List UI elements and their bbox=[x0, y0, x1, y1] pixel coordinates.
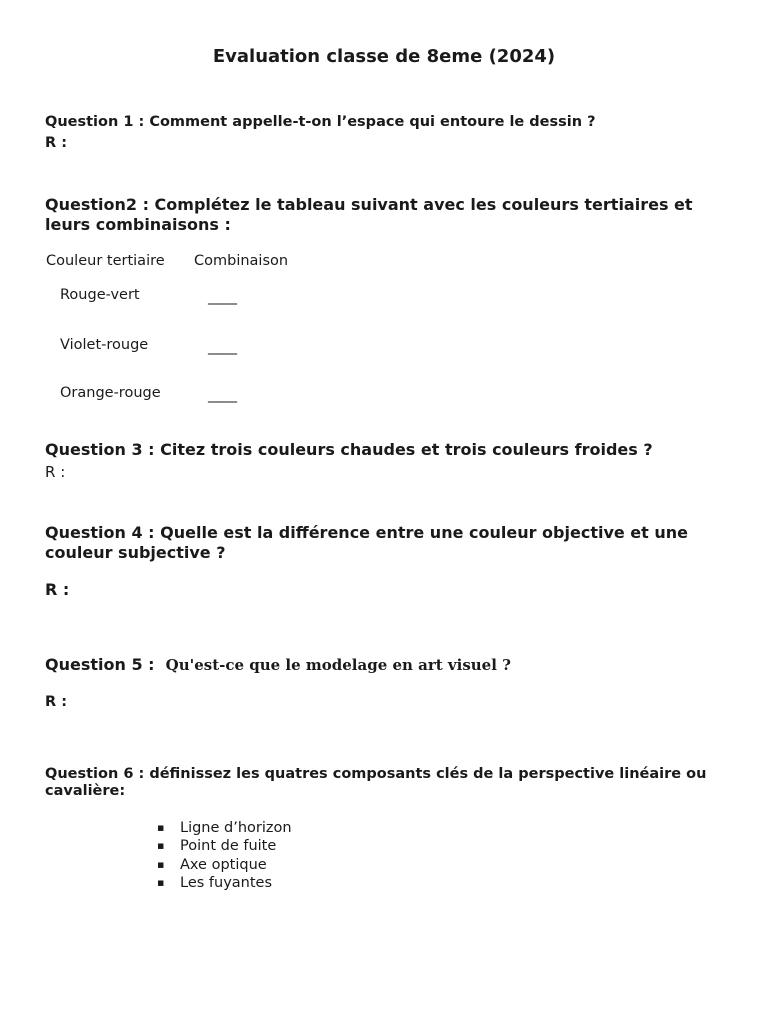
table-row-color: Orange-rouge bbox=[60, 385, 161, 401]
question-2: Question2 : Complétez le tableau suivant avec les couleurs tertiaires et leurs combinaisons : bbox=[45, 195, 693, 234]
bullet-icon: ▪ bbox=[157, 821, 165, 834]
answer-4-label: R : bbox=[45, 580, 70, 599]
bullet-icon: ▪ bbox=[157, 857, 165, 871]
answer-5-label: R : bbox=[45, 694, 68, 710]
list-item: ▪ Ligne d’horizon bbox=[157, 820, 292, 836]
table-row-blank: ____ bbox=[208, 339, 237, 355]
question-5-text: Qu'est-ce que le modelage en art visuel ? bbox=[165, 656, 511, 674]
answer-3-label: R : bbox=[45, 463, 66, 481]
question-3: Question 3 : Citez trois couleurs chaudes et trois couleurs froides ? bbox=[45, 440, 653, 459]
question-4: Question 4 : Quelle est la différence entre une couleur objective et une couleur subjective ? bbox=[45, 523, 689, 562]
table-header-color: Couleur tertiaire bbox=[46, 253, 165, 269]
table-row-blank: ____ bbox=[208, 289, 237, 305]
perspective-components-list bbox=[157, 819, 292, 892]
bullet-icon: ▪ bbox=[157, 839, 165, 853]
table-header-combination: Combinaison bbox=[194, 253, 289, 269]
list-item: ▪ Les fuyantes bbox=[157, 874, 273, 891]
answer-1-label: R : bbox=[45, 135, 68, 151]
table-row-color: Violet-rouge bbox=[60, 337, 149, 353]
page-title: Evaluation classe de 8eme (2024) bbox=[212, 46, 556, 67]
question-1: Question 1 : Comment appelle-t-on l’espace qui entoure le dessin ? bbox=[45, 114, 596, 130]
table-row-color: Rouge-vert bbox=[60, 287, 140, 303]
list-item: ▪ Axe optique bbox=[157, 856, 267, 873]
question-5 bbox=[45, 655, 511, 674]
table-row-blank: ____ bbox=[208, 387, 237, 403]
bullet-icon: ▪ bbox=[157, 875, 165, 889]
list-item: ▪ Point de fuite bbox=[157, 838, 277, 855]
question-5-label: Question 5 : bbox=[45, 655, 155, 674]
question-6: Question 6 : définissez les quatres composants clés de la perspective linéaire ou cavalière: bbox=[45, 766, 707, 799]
